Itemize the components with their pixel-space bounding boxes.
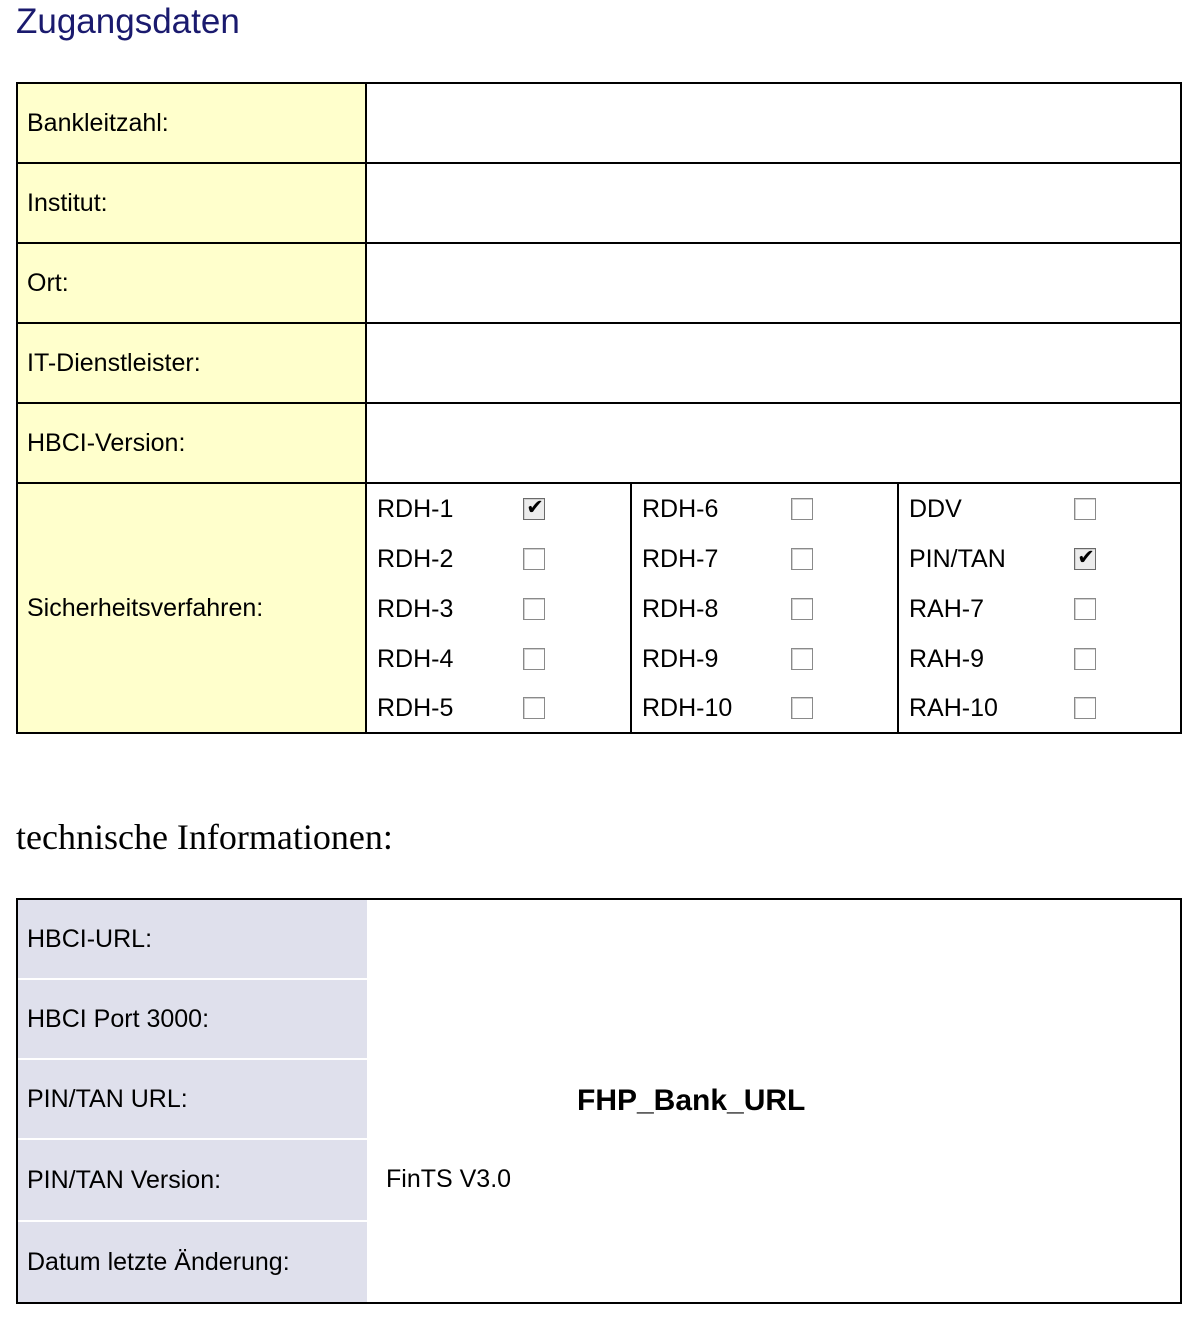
option-label-rah-9: RAH-9	[909, 645, 985, 673]
label-hbci-port: HBCI Port 3000:	[18, 980, 367, 1058]
checkbox-rdh-5[interactable]	[523, 697, 545, 719]
label-pintan-url: PIN/TAN URL:	[18, 1060, 367, 1138]
option-label-rdh-1: RDH-1	[377, 495, 454, 523]
checkbox-ddv[interactable]	[1074, 498, 1096, 520]
label-it-dienstleister: IT-Dienstleister:	[18, 324, 367, 402]
value-it-dienstleister	[367, 324, 1180, 402]
checkbox-rdh-6[interactable]	[791, 498, 813, 520]
page-title: Zugangsdaten	[16, 2, 240, 41]
technical-info-heading: technische Informationen:	[16, 817, 393, 857]
checkbox-rdh-2[interactable]	[523, 548, 545, 570]
option-label-rdh-9: RDH-9	[642, 645, 719, 673]
label-datum-letzte-aenderung: Datum letzte Änderung:	[18, 1222, 367, 1302]
checkbox-pin-tan[interactable]	[1074, 548, 1096, 570]
option-label-rah-10: RAH-10	[909, 694, 998, 722]
option-label-rdh-2: RDH-2	[377, 545, 454, 573]
checkmark-icon: ✔	[1077, 546, 1095, 569]
option-label-rdh-10: RDH-10	[642, 694, 733, 722]
value-bankleitzahl	[367, 84, 1180, 162]
security-options-grid	[367, 484, 1180, 732]
technical-info-table	[16, 898, 1182, 1304]
checkbox-rdh-9[interactable]	[791, 648, 813, 670]
label-sicherheitsverfahren: Sicherheitsverfahren:	[18, 484, 367, 732]
checkbox-rah-10[interactable]	[1074, 697, 1096, 719]
checkbox-rah-9[interactable]	[1074, 648, 1096, 670]
option-label-rdh-8: RDH-8	[642, 595, 719, 623]
option-label-rdh-4: RDH-4	[377, 645, 454, 673]
value-institut	[367, 164, 1180, 242]
label-hbci-url: HBCI-URL:	[18, 900, 367, 978]
option-label-rdh-6: RDH-6	[642, 495, 719, 523]
checkbox-rdh-3[interactable]	[523, 598, 545, 620]
column-divider	[897, 484, 899, 732]
checkbox-rdh-4[interactable]	[523, 648, 545, 670]
column-divider	[630, 484, 632, 732]
option-label-rah-7: RAH-7	[909, 595, 985, 623]
checkbox-rdh-10[interactable]	[791, 697, 813, 719]
checkmark-icon: ✔	[526, 496, 544, 519]
option-label-rdh-5: RDH-5	[377, 694, 454, 722]
option-label-ddv: DDV	[909, 495, 962, 523]
checkbox-rdh-8[interactable]	[791, 598, 813, 620]
option-label-rdh-3: RDH-3	[377, 595, 454, 623]
label-ort: Ort:	[18, 244, 367, 322]
option-label-pin-tan: PIN/TAN	[909, 545, 1006, 573]
value-ort	[367, 244, 1180, 322]
checkbox-rdh-1[interactable]	[523, 498, 545, 520]
checkbox-rah-7[interactable]	[1074, 598, 1096, 620]
label-institut: Institut:	[18, 164, 367, 242]
pintan-version-value: FinTS V3.0	[386, 1165, 512, 1193]
access-data-table	[16, 82, 1182, 734]
option-label-rdh-7: RDH-7	[642, 545, 719, 573]
label-pintan-version: PIN/TAN Version:	[18, 1140, 367, 1220]
label-hbci-version: HBCI-Version:	[18, 404, 367, 482]
value-hbci-version	[367, 404, 1180, 482]
pintan-url-value: FHP_Bank_URL	[577, 1084, 806, 1117]
checkbox-rdh-7[interactable]	[791, 548, 813, 570]
label-bankleitzahl: Bankleitzahl:	[18, 84, 367, 162]
